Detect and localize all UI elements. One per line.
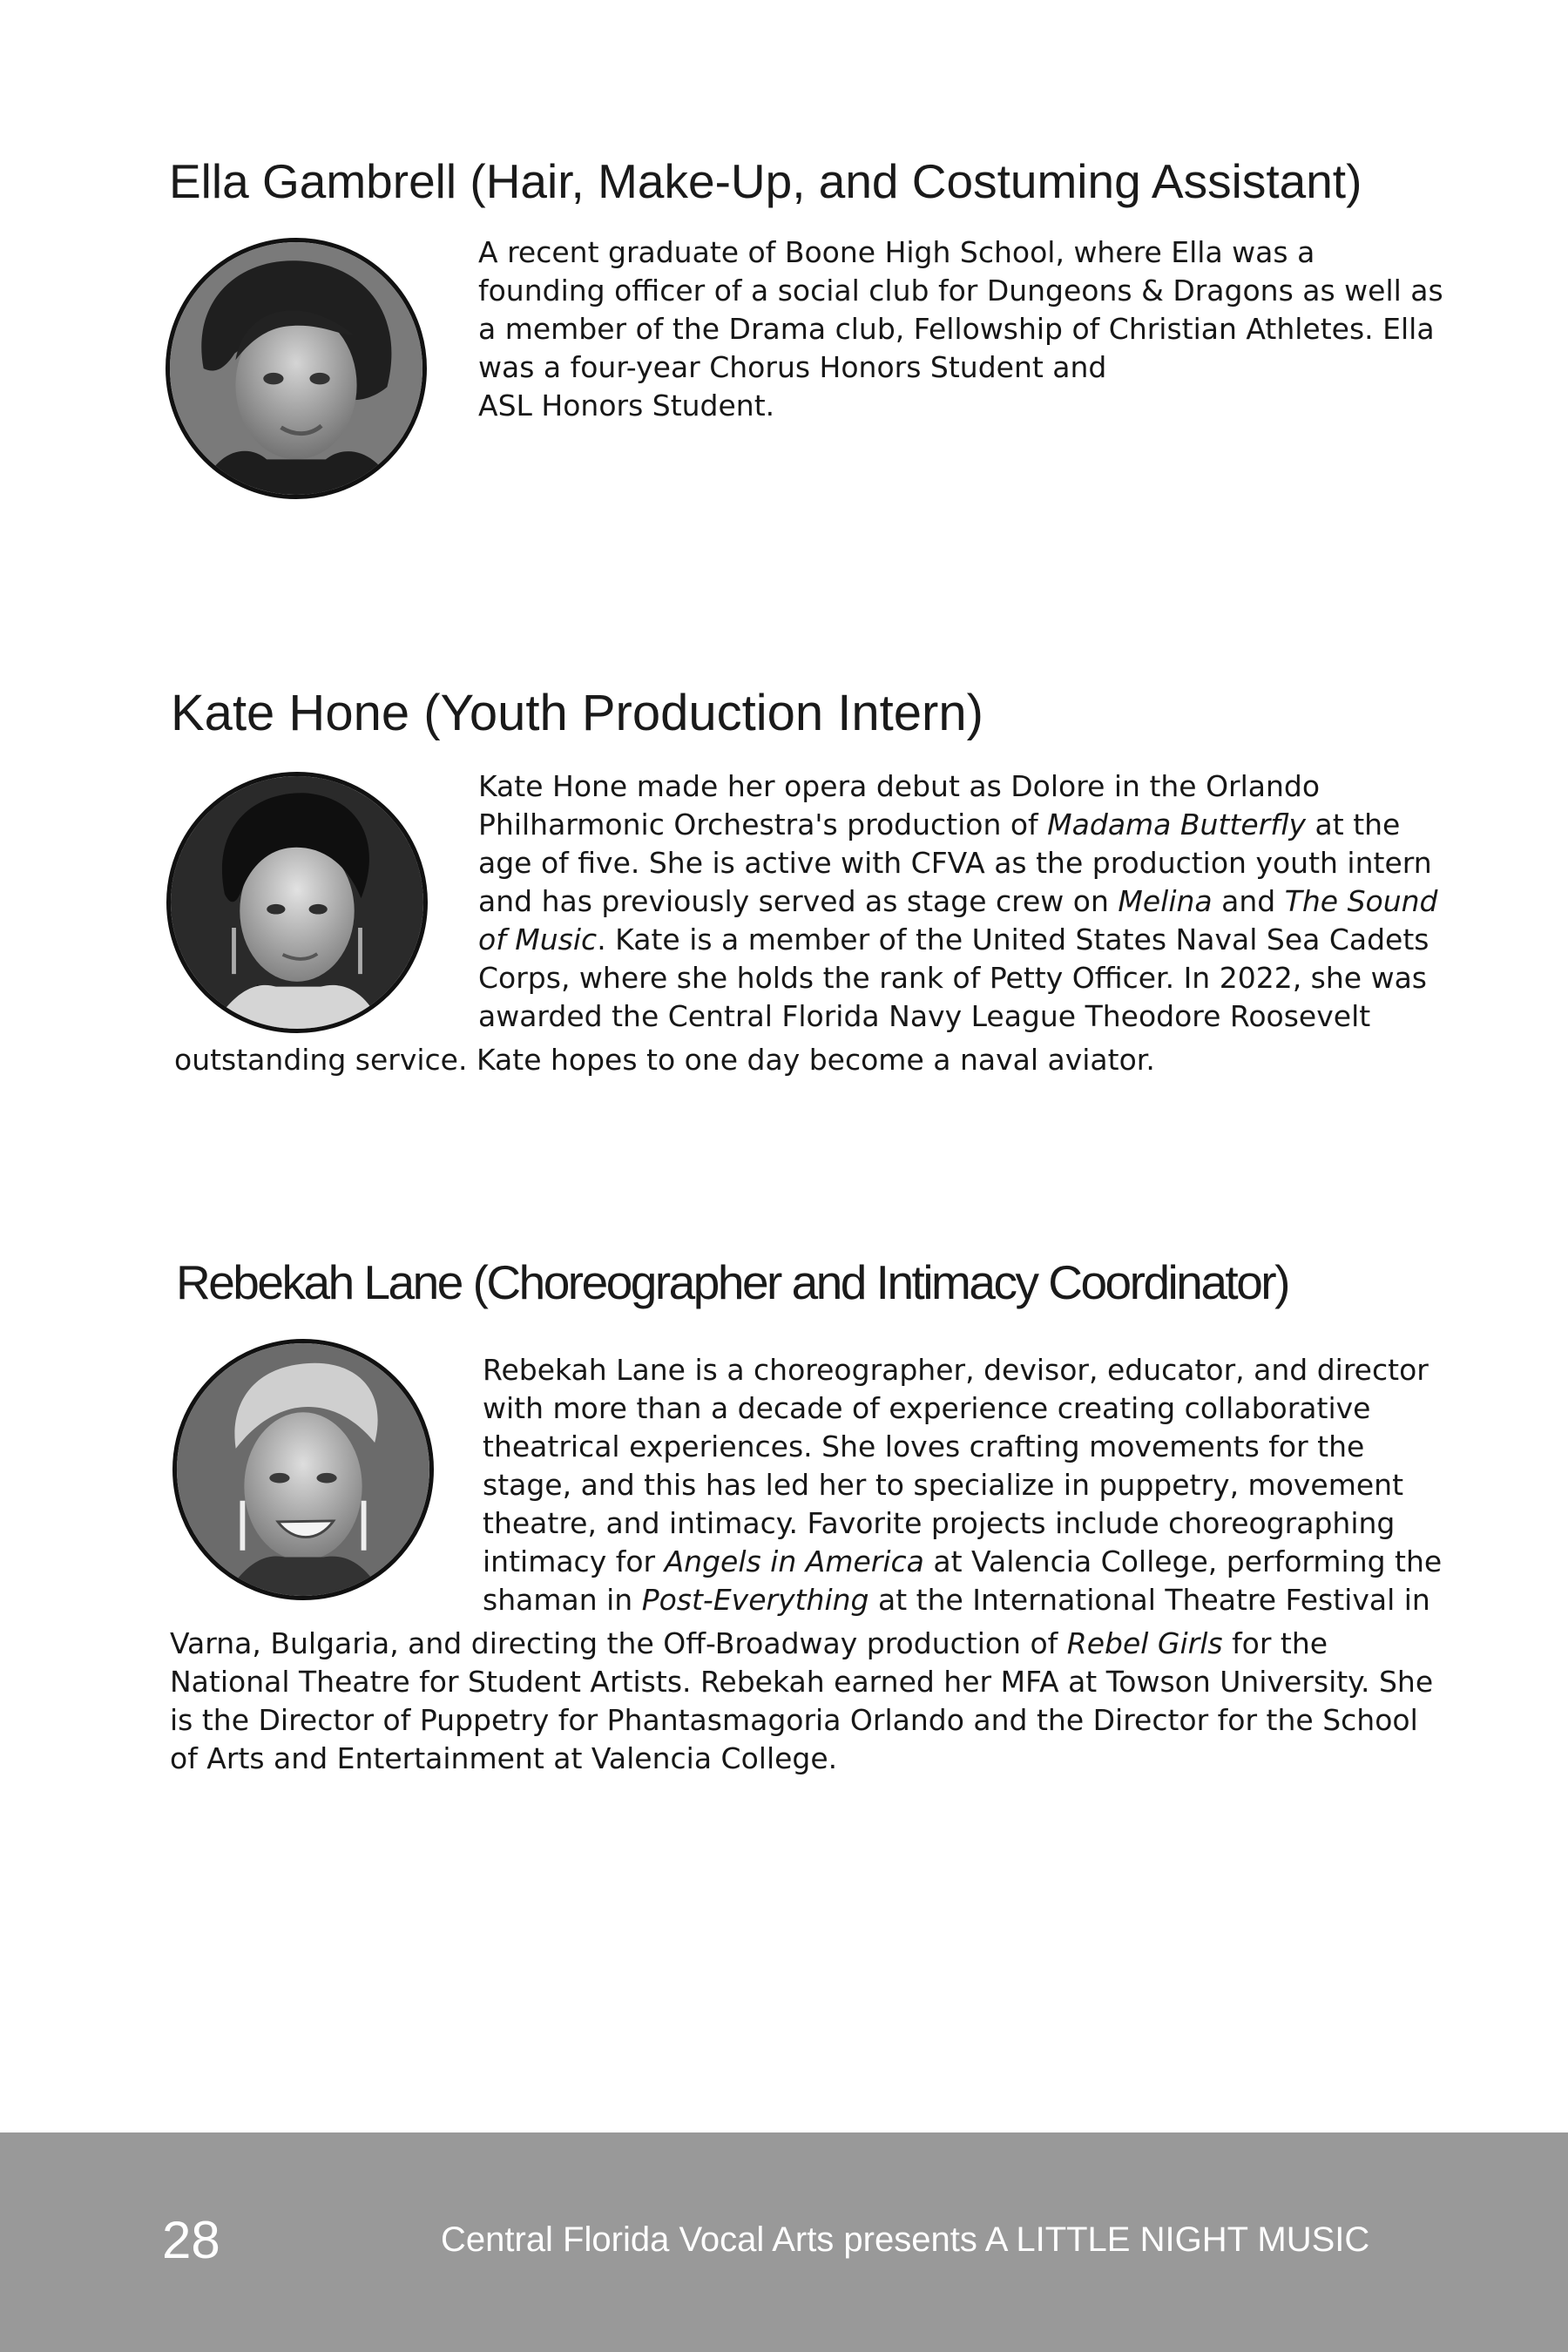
footer-program-title: Central Florida Vocal Arts presents A LITTLE NIGHT MUSIC (441, 2220, 1370, 2259)
bio-title: Kate Hone (Youth Production Intern) (171, 685, 983, 741)
bio-title: Rebekah Lane (Choreographer and Intimacy Coordinator) (176, 1255, 1288, 1309)
bio-line: age of five. She is active with CFVA as the production youth intern (478, 846, 1432, 880)
bio-line: stage, and this has led her to specialize in puppetry, movement (483, 1468, 1404, 1502)
bio-line: theatre, and intimacy. Favorite projects include choreographing (483, 1506, 1396, 1540)
bio-title: Ella Gambrell (Hair, Make-Up, and Costuming Assistant) (169, 154, 1362, 208)
page-number: 28 (162, 2211, 220, 2269)
bio-line: A recent graduate of Boone High School, where Ella was a (478, 235, 1315, 269)
bio-line: intimacy for Angels in America at Valencia College, performing the (483, 1544, 1443, 1578)
rebekah-lane-photo (172, 1339, 434, 1600)
bio-line: and has previously served as stage crew on Melina and The Sound (478, 884, 1438, 918)
bio-line: is the Director of Puppetry for Phantasmagoria Orlando and the Director for the School (170, 1703, 1418, 1737)
bio-line: Varna, Bulgaria, and directing the Off-Broadway production of Rebel Girls for the (170, 1626, 1328, 1660)
bio-line: was a four-year Chorus Honors Student and (478, 350, 1107, 384)
bio-line: of Arts and Entertainment at Valencia College. (170, 1741, 838, 1775)
portrait-image (170, 242, 422, 495)
portrait-image (177, 1343, 429, 1596)
page-footer (0, 2132, 1568, 2352)
bio-line: outstanding service. Kate hopes to one day become a naval aviator. (174, 1043, 1155, 1077)
bio-line: Rebekah Lane is a choreographer, devisor, educator, and director (483, 1353, 1429, 1387)
bio-line: a member of the Drama club, Fellowship of Christian Athletes. Ella (478, 312, 1435, 346)
kate-hone-photo (166, 772, 428, 1033)
bio-line: shaman in Post-Everything at the International Theatre Festival in (483, 1583, 1430, 1617)
bio-line: ASL Honors Student. (478, 389, 775, 422)
ella-gambrell-photo (166, 238, 427, 499)
portrait-image (171, 776, 423, 1029)
bio-line: Philharmonic Orchestra's production of Madama Butterfly at the (478, 808, 1401, 841)
bio-line: Kate Hone made her opera debut as Dolore in the Orlando (478, 769, 1321, 803)
bio-line: Corps, where she holds the rank of Petty Officer. In 2022, she was (478, 961, 1427, 995)
bio-line: with more than a decade of experience creating collaborative (483, 1391, 1371, 1425)
bio-line: National Theatre for Student Artists. Rebekah earned her MFA at Towson University. She (170, 1665, 1434, 1699)
bio-line: of Music. Kate is a member of the United States Naval Sea Cadets (478, 923, 1429, 956)
bio-line: founding officer of a social club for Dungeons & Dragons as well as (478, 274, 1443, 308)
bio-line: awarded the Central Florida Navy League Theodore Roosevelt (478, 999, 1371, 1033)
bio-line: theatrical experiences. She loves crafting movements for the (483, 1429, 1365, 1463)
